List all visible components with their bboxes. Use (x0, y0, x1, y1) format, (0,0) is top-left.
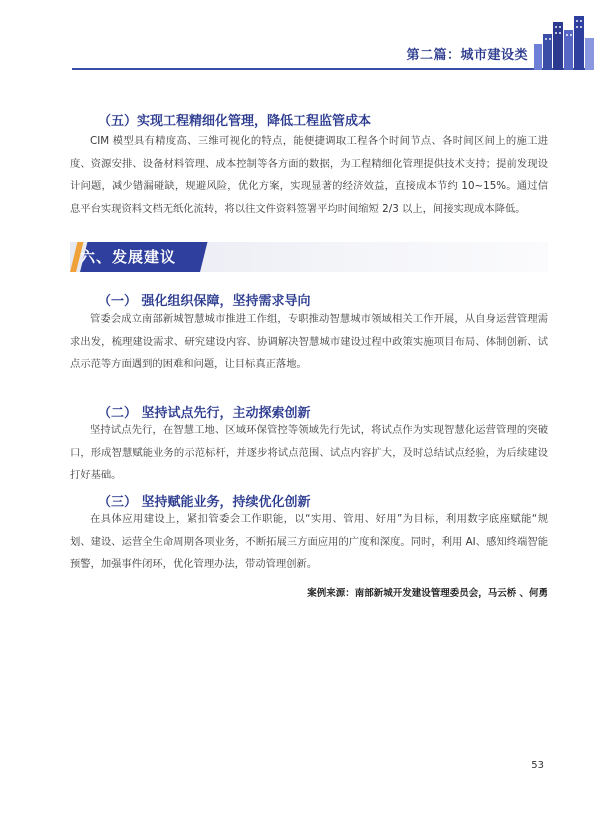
proposal-3-heading: （三） 坚持赋能业务，持续优化创新 (98, 495, 311, 510)
header-rule (72, 68, 590, 70)
case-source: 案例来源：南部新城开发建设管理委员会，马云桥 、何勇 (307, 588, 548, 599)
proposal-3-body: 在具体应用建设上，紧扣管委会工作职能，以“实用、管用、好用”为目标，利用数字底座赋能“规划、建设、运营全生命周期各项业务，不断拓展三方面应用的广度和深度。同时，利用 AI、感知终端智能预警，加强事件闭环，优化管理办法，带动管理创新。 (70, 513, 548, 570)
proposal-1-body: 管委会成立南部新城智慧城市推进工作组，专职推动智慧城市领域相关工作开展，从自身运营管理需求出发，梳理建设需求、研究建设内容、协调解决智慧城市建设过程中政策实施项目布局、体制创新、试点示范等方面遇到的困难和问题，让目标真正落地。 (70, 313, 548, 370)
section-5-body: CIM 模型具有精度高、三维可视化的特点，能便捷调取工程各个时间节点、各时间区间上的施工进度、资源安排、设备材料管理、成本控制等各方面的数据，为工程精细化管理提供技术支持；提前发现设计问题，减少错漏碰缺，规避风险，优化方案，实现显著的经济效益，直接成本节约 10~15%。通过信息平台实现资料文档无纸化流转，将以往文件资料签署平均时间缩短 2/3 以上，间接实现成本降低。 (70, 135, 548, 215)
page-number: 53 (531, 760, 544, 771)
section-5-heading: （五）实现工程精细化管理，降低工程监管成本 (98, 114, 372, 129)
city-skyline-icon (532, 14, 596, 70)
proposal-2-heading: （二） 坚持试点先行，主动探索创新 (98, 406, 311, 421)
section-title: 六、发展建议 (80, 248, 177, 266)
page-header (0, 0, 600, 78)
proposal-2-body: 坚持试点先行，在智慧工地、区域环保管控等领域先行先试，将试点作为实现智慧化运营管理的突破口，形成智慧赋能业务的示范标杆，并逐步将试点范围、试点内容扩大，及时总结试点经验，为后续建设打好基础。 (70, 424, 548, 481)
chapter-title: 第二篇：城市建设类 (406, 48, 528, 63)
proposal-1-heading: （一） 强化组织保障，坚持需求导向 (98, 294, 311, 309)
